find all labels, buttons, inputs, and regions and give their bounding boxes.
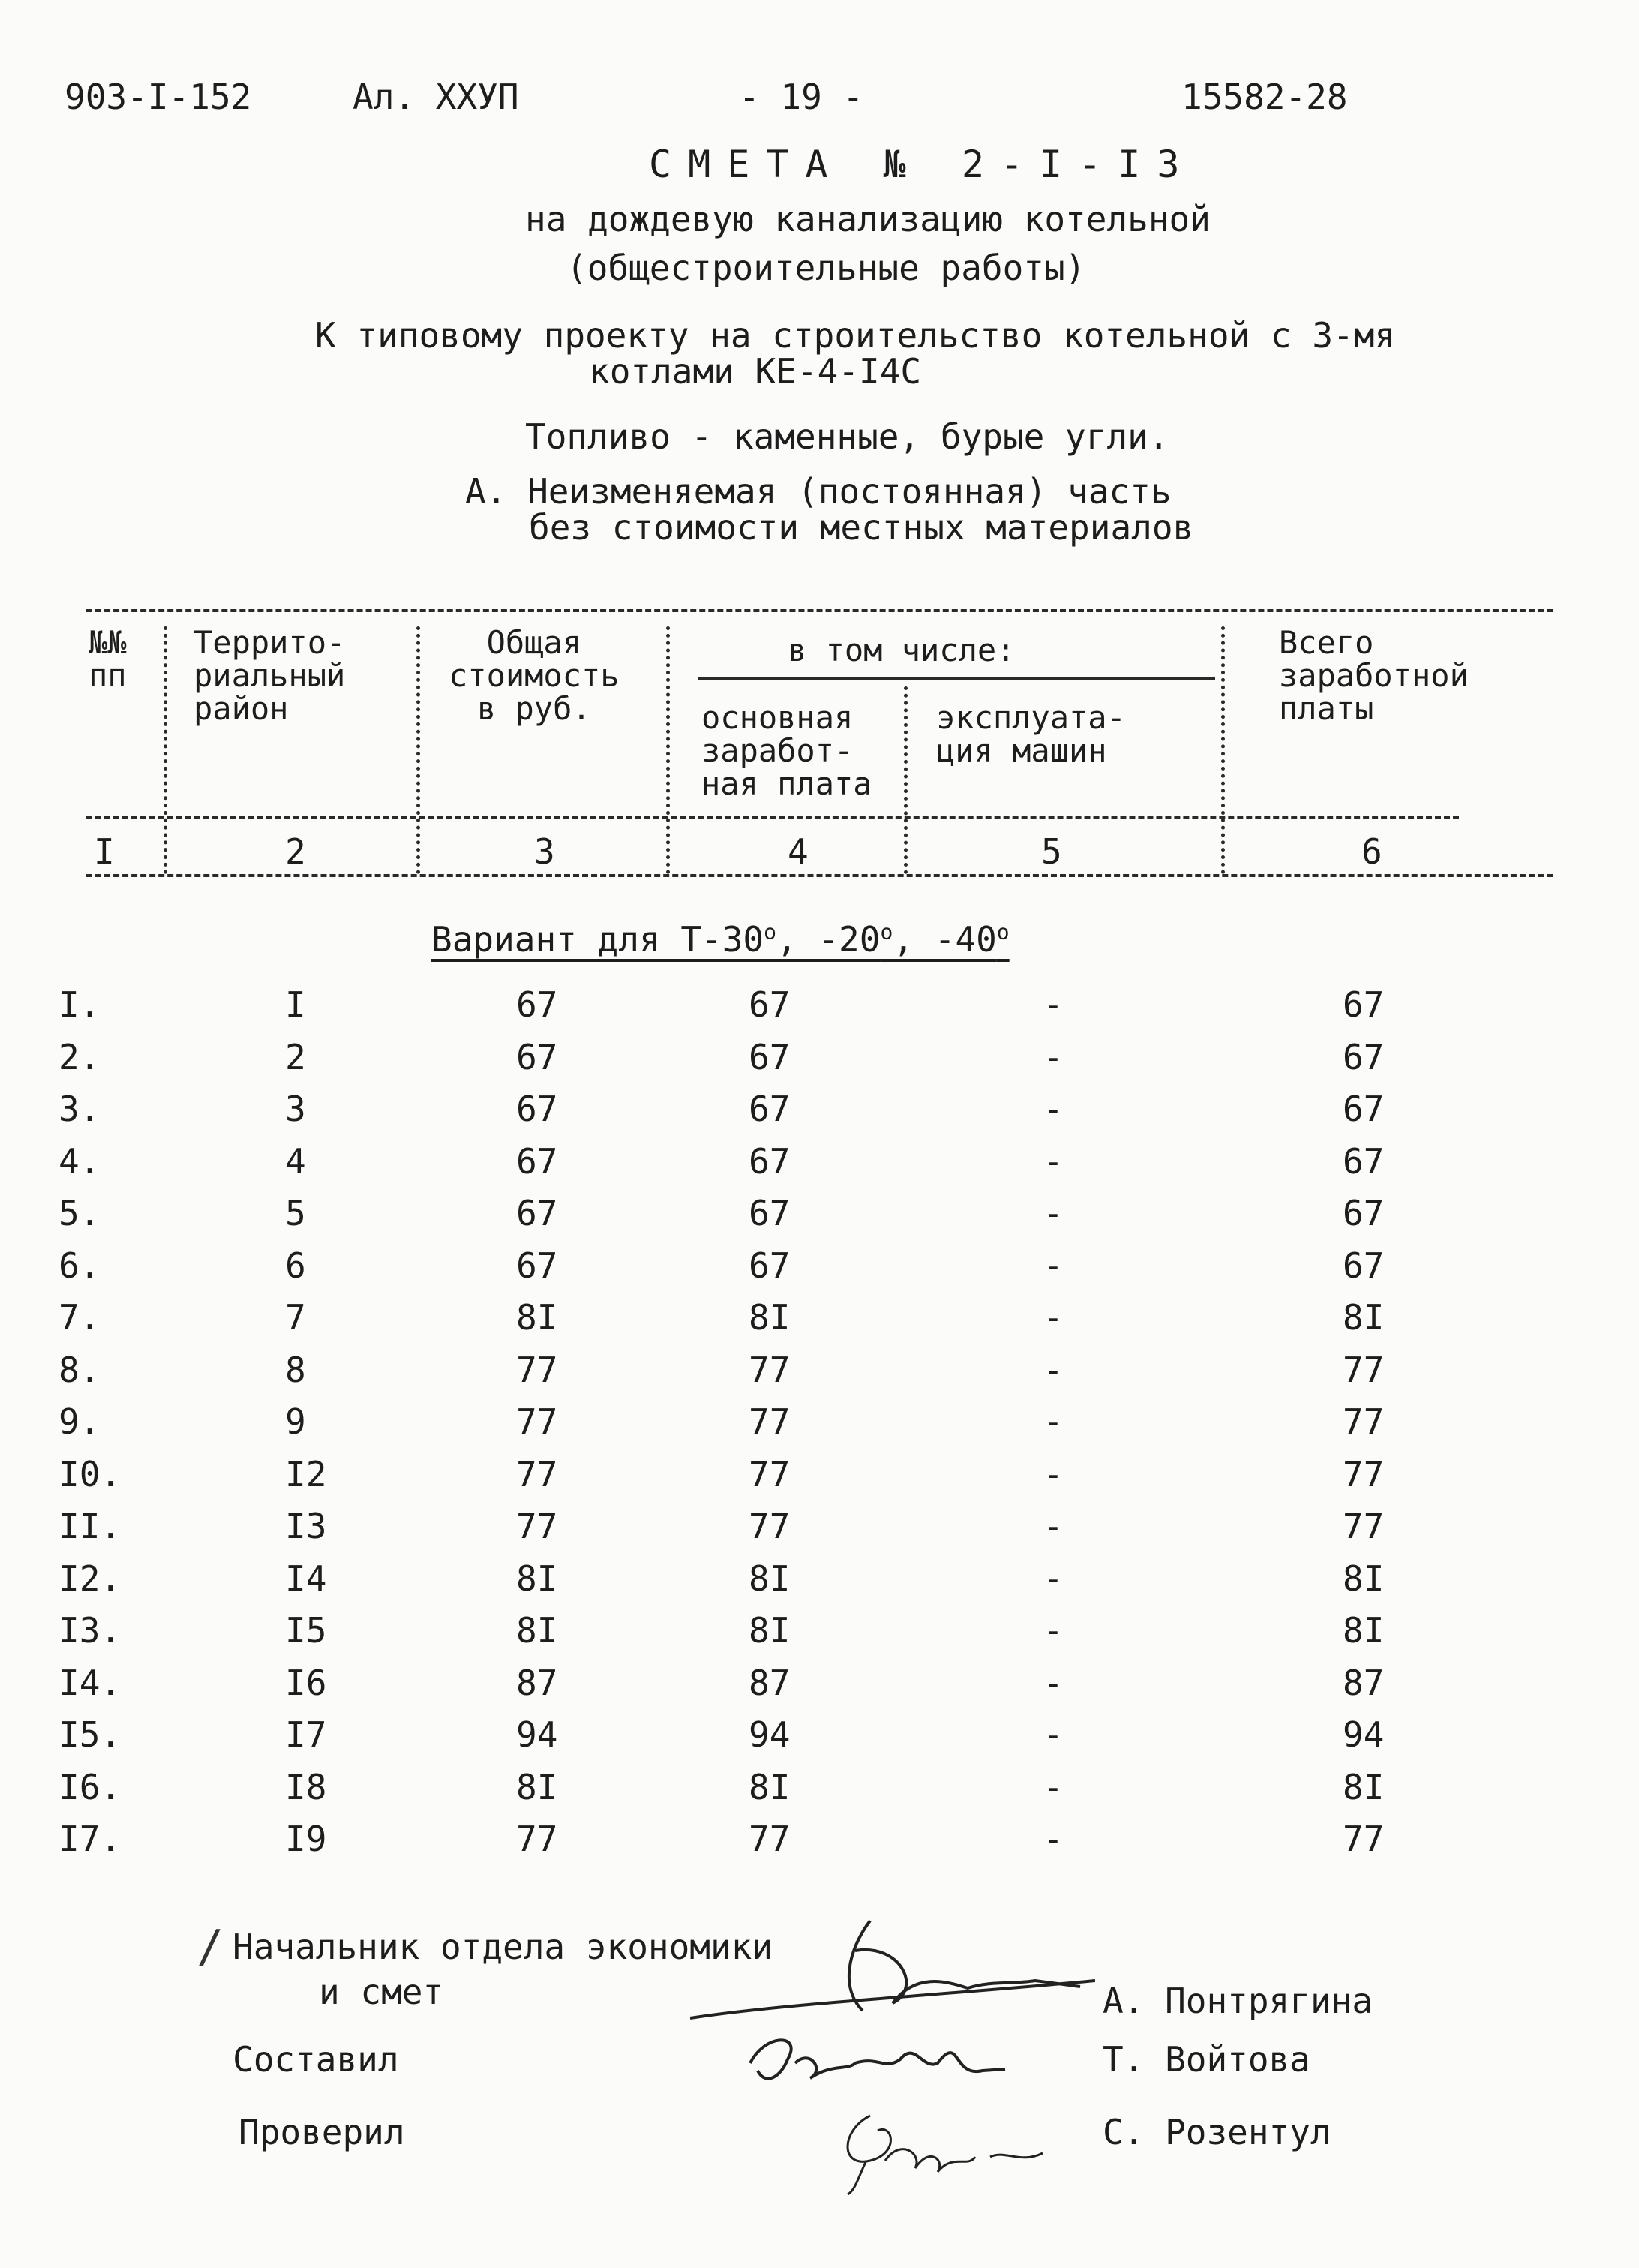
table-top-rule (86, 609, 1553, 612)
machine-operation-cell: - (1043, 1245, 1064, 1286)
total-wage-cell: 94 (1343, 1714, 1385, 1755)
total-cost-cell: 8I (516, 1297, 558, 1338)
row-number: 9. (59, 1401, 101, 1442)
row-number: I0. (59, 1454, 122, 1494)
base-wage-cell: 67 (749, 984, 791, 1025)
total-cost-cell: 94 (516, 1714, 558, 1755)
base-wage-cell: 77 (749, 1819, 791, 1859)
total-wage-cell: 67 (1343, 984, 1385, 1025)
col-separator-3 (666, 626, 670, 874)
total-wage-cell: 67 (1343, 1037, 1385, 1077)
row-number: 2. (59, 1037, 101, 1077)
total-wage-cell: 77 (1343, 1401, 1385, 1442)
header-including-group: в том числе: (788, 632, 1016, 668)
base-wage-cell: 77 (749, 1350, 791, 1390)
total-wage-cell: 8I (1343, 1610, 1385, 1651)
total-cost-cell: 8I (516, 1767, 558, 1807)
total-cost-cell: 67 (516, 1089, 558, 1129)
total-wage-cell: 67 (1343, 1089, 1385, 1129)
col-separator-5 (1221, 626, 1225, 874)
row-number: II. (59, 1506, 122, 1546)
checked-role: Проверил (239, 2112, 405, 2152)
total-wage-cell: 67 (1343, 1245, 1385, 1286)
column-number-2: 2 (285, 831, 306, 872)
header-base-wage: основная заработ- ная плата (701, 699, 872, 802)
row-number: 7. (59, 1297, 101, 1338)
header-bottom-rule (86, 816, 1459, 819)
table-row (0, 1297, 1639, 1342)
base-wage-cell: 8I (749, 1558, 791, 1599)
machine-operation-cell: - (1043, 1714, 1064, 1755)
region-cell: I8 (285, 1767, 327, 1807)
header-region: Террито- риальный район (194, 624, 346, 727)
slash-mark: / (197, 1921, 224, 1973)
total-wage-cell: 8I (1343, 1297, 1385, 1338)
row-number: 6. (59, 1245, 101, 1286)
table-row (0, 1819, 1639, 1864)
table-row (0, 1558, 1639, 1603)
table-row (0, 1506, 1639, 1551)
header-machine-operation: эксплуата- ция машин (936, 699, 1126, 769)
region-cell: I2 (285, 1454, 327, 1494)
region-cell: 7 (285, 1297, 306, 1338)
total-wage-cell: 77 (1343, 1454, 1385, 1494)
row-number: I6. (59, 1767, 122, 1807)
total-wage-cell: 77 (1343, 1819, 1385, 1859)
base-wage-cell: 67 (749, 1089, 791, 1129)
region-cell: 4 (285, 1141, 306, 1182)
machine-operation-cell: - (1043, 1767, 1064, 1807)
table-row (0, 1193, 1639, 1238)
table-row (0, 1350, 1639, 1395)
row-number: 3. (59, 1089, 101, 1129)
part-title: А. Неизменяемая (постоянная) часть (465, 471, 1172, 512)
machine-operation-cell: - (1043, 1663, 1064, 1703)
column-numbers-rule (86, 874, 1553, 877)
page-number: - 19 - (739, 77, 864, 117)
row-number: I2. (59, 1558, 122, 1599)
total-cost-cell: 8I (516, 1610, 558, 1651)
column-number-6: 6 (1361, 831, 1382, 872)
total-cost-cell: 67 (516, 1245, 558, 1286)
base-wage-cell: 67 (749, 1245, 791, 1286)
col-separator-4 (904, 686, 908, 874)
base-wage-cell: 8I (749, 1610, 791, 1651)
total-wage-cell: 8I (1343, 1558, 1385, 1599)
region-cell: I6 (285, 1663, 327, 1703)
project-boilers: котлами КЕ-4-I4С (589, 351, 922, 392)
machine-operation-cell: - (1043, 1506, 1064, 1546)
region-cell: 6 (285, 1245, 306, 1286)
region-cell: 9 (285, 1401, 306, 1442)
table-row (0, 1401, 1639, 1446)
machine-operation-cell: - (1043, 1401, 1064, 1442)
row-number: I5. (59, 1714, 122, 1755)
table-row (0, 1037, 1639, 1082)
head-role: Начальник отдела экономики (233, 1927, 773, 1967)
machine-operation-cell: - (1043, 1141, 1064, 1182)
total-cost-cell: 67 (516, 984, 558, 1025)
compiled-name: Т. Войтова (1103, 2039, 1310, 2080)
total-wage-cell: 77 (1343, 1350, 1385, 1390)
column-number-1: I (94, 831, 115, 872)
col-separator-1 (164, 626, 167, 874)
table-row (0, 984, 1639, 1029)
region-cell: I3 (285, 1506, 327, 1546)
variant-heading: Вариант для $Т-30^о$, $-20^о$, $-40^о$ (431, 919, 1010, 960)
row-number: 5. (59, 1193, 101, 1233)
head-role-cont: и смет (319, 1972, 444, 2012)
header-total-cost: Общая стоимость в руб. (449, 624, 620, 727)
table-row (0, 1663, 1639, 1708)
fuel-type: Топливо - каменные, бурые угли. (525, 416, 1169, 457)
region-cell: I9 (285, 1819, 327, 1859)
group-header-rule (698, 677, 1215, 680)
album-number: Ал. ХХУП (353, 77, 519, 117)
base-wage-cell: 67 (749, 1193, 791, 1233)
total-cost-cell: 67 (516, 1141, 558, 1182)
base-wage-cell: 77 (749, 1401, 791, 1442)
part-subtitle: без стоимости местных материалов (529, 507, 1194, 548)
head-name: А. Понтрягина (1103, 1981, 1373, 2021)
project-reference: К типовому проекту на строительство котельной с 3-мя (315, 315, 1396, 356)
table-row (0, 1089, 1639, 1134)
total-cost-cell: 8I (516, 1558, 558, 1599)
table-row (0, 1610, 1639, 1655)
row-number: 8. (59, 1350, 101, 1390)
machine-operation-cell: - (1043, 1819, 1064, 1859)
col-separator-2 (416, 626, 420, 874)
table-row (0, 1714, 1639, 1759)
region-cell: I7 (285, 1714, 327, 1755)
row-number: I7. (59, 1819, 122, 1859)
header-total-wage: Всего заработной платы (1279, 624, 1469, 727)
machine-operation-cell: - (1043, 1037, 1064, 1077)
machine-operation-cell: - (1043, 1297, 1064, 1338)
machine-operation-cell: - (1043, 1089, 1064, 1129)
machine-operation-cell: - (1043, 1558, 1064, 1599)
total-wage-cell: 67 (1343, 1141, 1385, 1182)
base-wage-cell: 8I (749, 1767, 791, 1807)
estimate-work-type: (общестроительные работы) (566, 248, 1086, 288)
region-cell: 5 (285, 1193, 306, 1233)
base-wage-cell: 94 (749, 1714, 791, 1755)
total-wage-cell: 67 (1343, 1193, 1385, 1233)
row-number: 4. (59, 1141, 101, 1182)
total-cost-cell: 77 (516, 1454, 558, 1494)
estimate-subject: на дождевую канализацию котельной (525, 199, 1211, 239)
doc-code: 903-I-152 (65, 77, 252, 117)
base-wage-cell: 67 (749, 1141, 791, 1182)
total-cost-cell: 87 (516, 1663, 558, 1703)
row-number: I. (59, 984, 101, 1025)
archive-number: 15582-28 (1181, 77, 1348, 117)
column-number-3: 3 (534, 831, 555, 872)
total-cost-cell: 77 (516, 1350, 558, 1390)
machine-operation-cell: - (1043, 984, 1064, 1025)
region-cell: 3 (285, 1089, 306, 1129)
base-wage-cell: 87 (749, 1663, 791, 1703)
row-number: I4. (59, 1663, 122, 1703)
total-cost-cell: 77 (516, 1819, 558, 1859)
total-wage-cell: 77 (1343, 1506, 1385, 1546)
table-row (0, 1454, 1639, 1499)
base-wage-cell: 77 (749, 1506, 791, 1546)
machine-operation-cell: - (1043, 1350, 1064, 1390)
table-row (0, 1767, 1639, 1812)
table-row (0, 1245, 1639, 1290)
column-number-4: 4 (788, 831, 809, 872)
total-cost-cell: 77 (516, 1401, 558, 1442)
total-cost-cell: 77 (516, 1506, 558, 1546)
column-number-5: 5 (1041, 831, 1062, 872)
checked-name: С. Розентул (1103, 2112, 1331, 2152)
total-wage-cell: 8I (1343, 1767, 1385, 1807)
checked-signature (825, 2086, 1050, 2198)
table-row (0, 1141, 1639, 1186)
machine-operation-cell: - (1043, 1454, 1064, 1494)
region-cell: 8 (285, 1350, 306, 1390)
base-wage-cell: 77 (749, 1454, 791, 1494)
total-cost-cell: 67 (516, 1193, 558, 1233)
region-cell: 2 (285, 1037, 306, 1077)
total-wage-cell: 87 (1343, 1663, 1385, 1703)
estimate-title: СМЕТА № 2-I-I3 (649, 143, 1196, 186)
base-wage-cell: 67 (749, 1037, 791, 1077)
region-cell: I5 (285, 1610, 327, 1651)
region-cell: I (285, 984, 306, 1025)
base-wage-cell: 8I (749, 1297, 791, 1338)
machine-operation-cell: - (1043, 1193, 1064, 1233)
machine-operation-cell: - (1043, 1610, 1064, 1651)
compiled-role: Составил (233, 2039, 399, 2080)
header-row-number: №№ пп (89, 624, 127, 694)
row-number: I3. (59, 1610, 122, 1651)
region-cell: I4 (285, 1558, 327, 1599)
total-cost-cell: 67 (516, 1037, 558, 1077)
